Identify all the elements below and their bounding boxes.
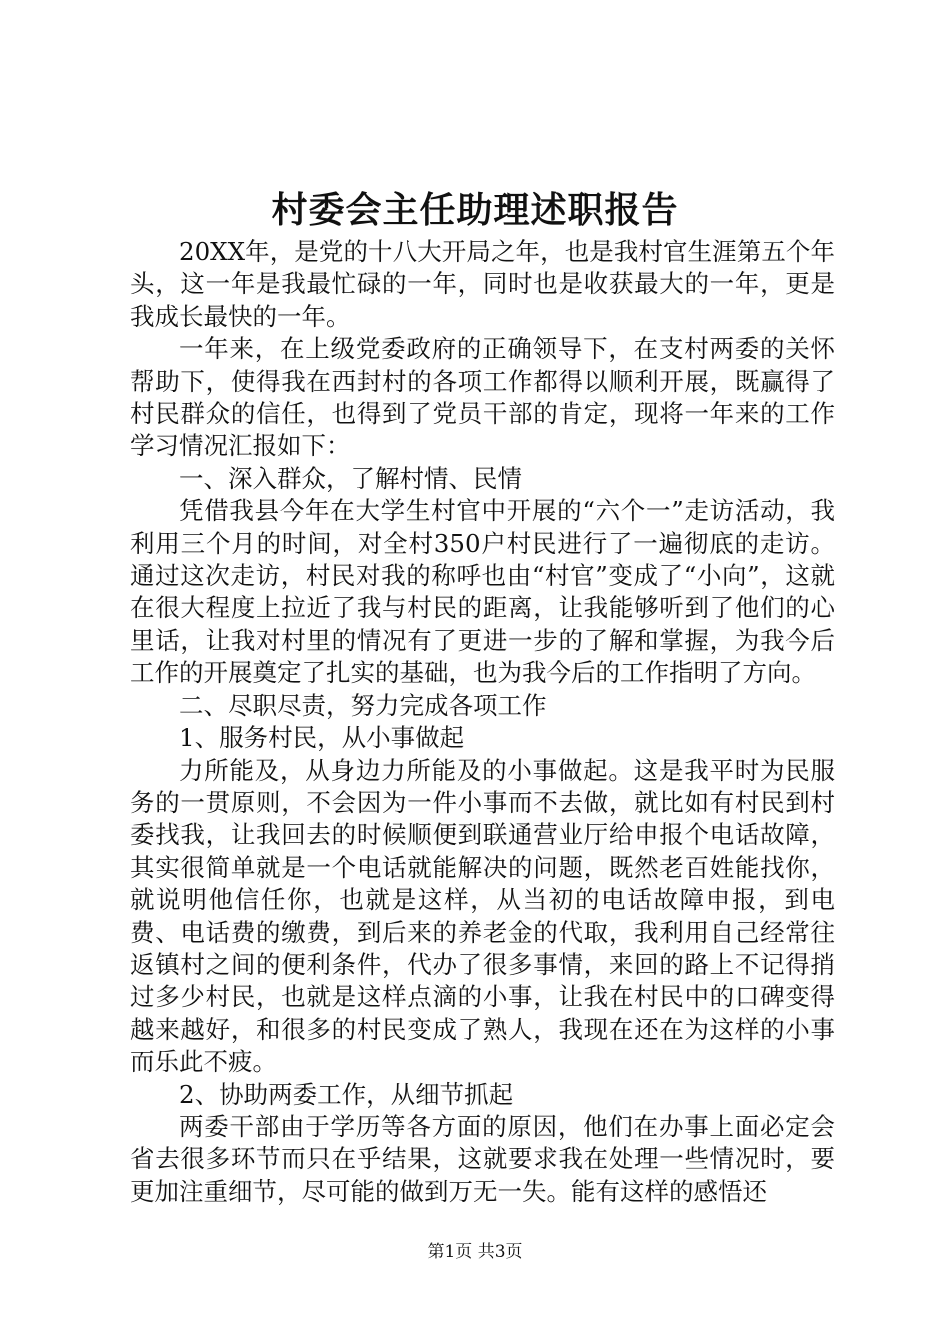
section-heading-1: 一、深入群众，了解村情、民情: [179, 463, 522, 493]
paragraph-visits: 凭借我县今年在大学生村官中开展的“六个一”走访活动，我利用三个月的时间，对全村350户村民进行了一遍彻底的走访。通过这次走访，村民对我的称呼也由“村官”变成了“小向”，这就在很大程度上拉近了我与村民的距离，让我能够听到了他们的心里话，让我对村里的情况有了更进一步的了解和掌握，为我今后工作的开展奠定了扎实的基础，也为我今后的工作指明了方向。: [130, 496, 835, 688]
document-title: 村委会主任助理述职报告: [271, 189, 679, 231]
document-body: [130, 236, 835, 1208]
paragraph-intro: 20XX年，是党的十八大开局之年，也是我村官生涯第五个年头，这一年是我最忙碌的一年，同时也是收获最大的一年，更是我成长最快的一年。: [130, 237, 835, 331]
section-heading-2: 二、尽职尽责，努力完成各项工作: [179, 690, 547, 720]
subsection-heading-1: 1、服务村民，从小事做起: [179, 723, 465, 753]
paragraph-assist-committee: 两委干部由于学历等各方面的原因，他们在办事上面必定会省去很多环节而只在乎结果，这就要求我在处理一些情况时，要更加注重细节，尽可能的做到万无一失。能有这样的感悟还: [130, 1111, 835, 1206]
paragraph-serve-villagers: 力所能及，从身边力所能及的小事做起。这是我平时为民服务的一贯原则，不会因为一件小事而不去做，就比如有村民到村委找我，让我回去的时候顺便到联通营业厅给申报个电话故障，其实很简单就是一个电话就能解决的问题，既然老百姓能找你，就说明他信任你，也就是这样，从当初的电话故障申报，到电费、电话费的缴费，到后来的养老金的代取，我利用自己经常往返镇村之间的便利条件，代办了很多事情，来回的路上不记得捎过多少村民，也就是这样点滴的小事，让我在村民中的口碑变得越来越好，和很多的村民变成了熟人，我现在还在为这样的小事而乐此不疲。: [130, 755, 835, 1077]
paragraph-overview: 一年来，在上级党委政府的正确领导下，在支村两委的关怀帮助下，使得我在西封村的各项工作都得以顺利开展，既赢得了村民群众的信任，也得到了党员干部的肯定，现将一年来的工作学习情况汇报如下：: [130, 334, 835, 461]
page-number-footer: 第1页 共3页: [427, 1242, 523, 1262]
subsection-heading-2: 2、协助两委工作，从细节抓起: [179, 1079, 514, 1109]
